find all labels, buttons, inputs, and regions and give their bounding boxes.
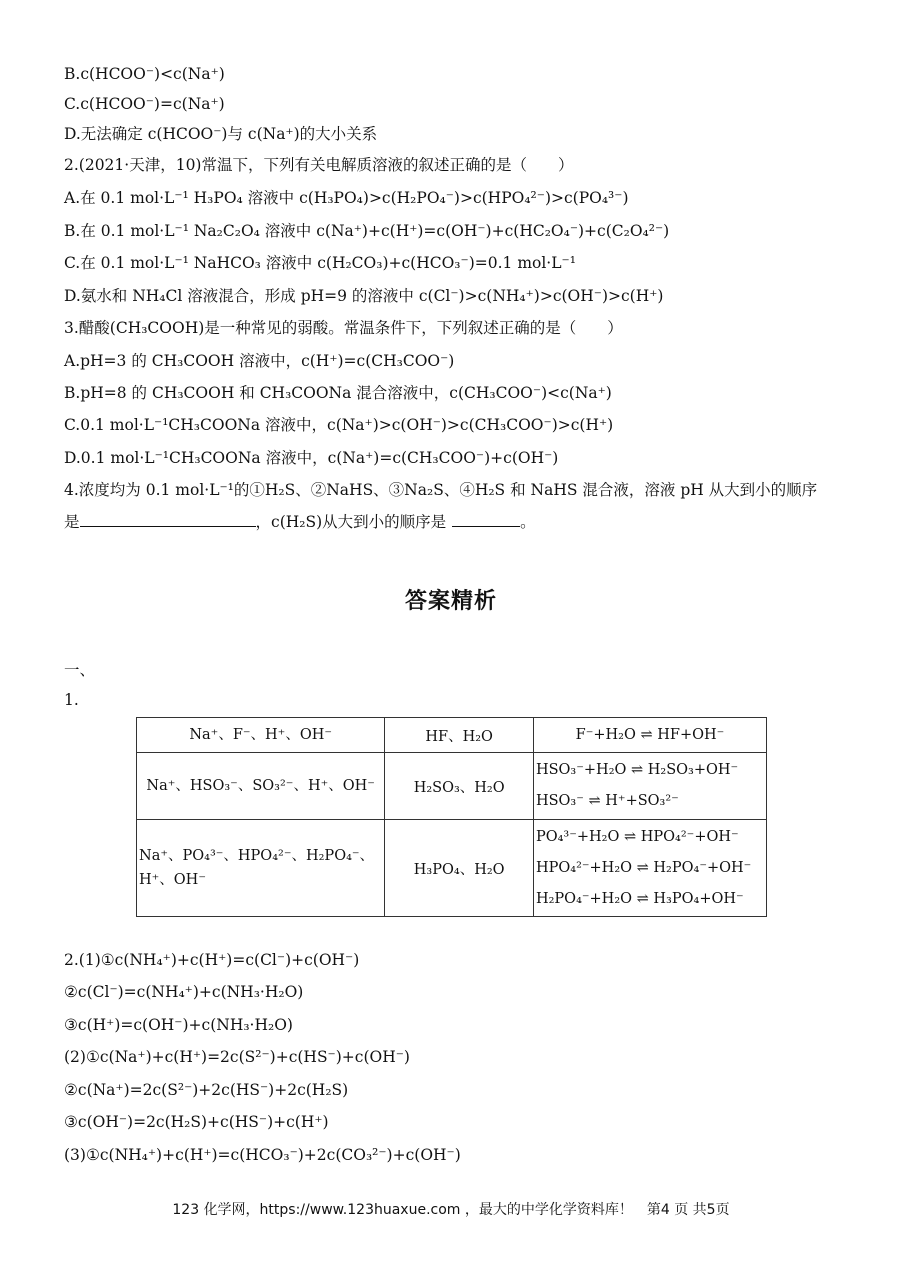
table-cell-ions: Na⁺、PO₄³⁻、HPO₄²⁻、H₂PO₄⁻、 H⁺、OH⁻: [137, 820, 385, 917]
q4-mid: ，c(H₂S)从大到小的顺序是: [255, 513, 447, 531]
table-row: [137, 820, 767, 917]
table-cell-molecules: HF、H₂O: [385, 718, 534, 753]
answer-2-1-1: 2.(1)①c(NH₄⁺)+c(H⁺)=c(Cl⁻)+c(OH⁻): [64, 951, 360, 969]
answer-table: [136, 717, 767, 917]
q1-option-d: D.无法确定 c(HCOO⁻)与 c(Na⁺)的大小关系: [64, 125, 378, 143]
q4-prefix: 是: [64, 513, 80, 531]
table-cell-ions: Na⁺、F⁻、H⁺、OH⁻: [137, 718, 385, 753]
q2-option-b: B.在 0.1 mol·L⁻¹ Na₂C₂O₄ 溶液中 c(Na⁺)+c(H⁺)=c(OH⁻)+c(HC₂O₄⁻)+c(C₂O₄²⁻): [64, 222, 670, 240]
q1-option-c: C.c(HCOO⁻)=c(Na⁺): [64, 95, 225, 113]
answer-2-2-2: ②c(Na⁺)=2c(S²⁻)+2c(HS⁻)+2c(H₂S): [64, 1081, 349, 1099]
section-label: 一、: [64, 661, 96, 679]
table-cell-molecules: H₃PO₄、H₂O: [385, 820, 534, 917]
table-cell-equations: PO₄³⁻+H₂O ⇌ HPO₄²⁻+OH⁻ HPO₄²⁻+H₂O ⇌ H₂PO₄⁻+OH⁻ H₂PO₄⁻+H₂O ⇌ H₃PO₄+OH⁻: [533, 820, 766, 917]
table-cell-equations: F⁻+H₂O ⇌ HF+OH⁻: [533, 718, 766, 753]
q4-end: 。: [520, 513, 536, 531]
table-row: [137, 753, 767, 820]
q3-option-c: C.0.1 mol·L⁻¹CH₃COONa 溶液中，c(Na⁺)>c(OH⁻)>c(CH₃COO⁻)>c(H⁺): [64, 416, 614, 434]
table-cell-molecules: H₂SO₃、H₂O: [385, 753, 534, 820]
q2-option-c: C.在 0.1 mol·L⁻¹ NaHCO₃ 溶液中 c(H₂CO₃)+c(HCO₃⁻)=0.1 mol·L⁻¹: [64, 254, 576, 272]
answer-2-1-3: ③c(H⁺)=c(OH⁻)+c(NH₃·H₂O): [64, 1016, 293, 1034]
q3-option-a: A.pH=3 的 CH₃COOH 溶液中，c(H⁺)=c(CH₃COO⁻): [64, 352, 455, 370]
q2-option-d: D.氨水和 NH₄Cl 溶液混合，形成 pH=9 的溶液中 c(Cl⁻)>c(NH₄⁺)>c(OH⁻)>c(H⁺): [64, 287, 664, 305]
q3-option-b: B.pH=8 的 CH₃COOH 和 CH₃COONa 混合溶液中，c(CH₃COO⁻)<c(Na⁺): [64, 384, 612, 402]
q4-blank-2: [452, 512, 520, 527]
answer-2-1-2: ②c(Cl⁻)=c(NH₄⁺)+c(NH₃·H₂O): [64, 983, 304, 1001]
q2-option-a: A.在 0.1 mol·L⁻¹ H₃PO₄ 溶液中 c(H₃PO₄)>c(H₂PO₄⁻)>c(HPO₄²⁻)>c(PO₄³⁻): [64, 189, 629, 207]
q3-stem: 3.醋酸(CH₃COOH)是一种常见的弱酸。常温条件下，下列叙述正确的是（ ）: [64, 319, 623, 337]
q4-answer-line: [64, 512, 536, 532]
q2-stem: 2.(2021·天津，10)常温下，下列有关电解质溶液的叙述正确的是（ ）: [64, 156, 574, 174]
table-row: [137, 718, 767, 753]
q4-stem: 4.浓度均为 0.1 mol·L⁻¹的①H₂S、②NaHS、③Na₂S、④H₂S 和 NaHS 混合液，溶液 pH 从大到小的顺序: [64, 481, 818, 499]
answer-2-3-1: (3)①c(NH₄⁺)+c(H⁺)=c(HCO₃⁻)+2c(CO₃²⁻)+c(OH⁻): [64, 1146, 461, 1164]
answer-title: 答案精析: [404, 589, 497, 614]
q1-option-b: B.c(HCOO⁻)<c(Na⁺): [64, 65, 225, 83]
table-cell-ions: Na⁺、HSO₃⁻、SO₃²⁻、H⁺、OH⁻: [137, 753, 385, 820]
table-cell-equations: HSO₃⁻+H₂O ⇌ H₂SO₃+OH⁻ HSO₃⁻ ⇌ H⁺+SO₃²⁻: [533, 753, 766, 820]
answer-2-2-3: ③c(OH⁻)=2c(H₂S)+c(HS⁻)+c(H⁺): [64, 1113, 329, 1131]
item1-label: 1.: [64, 691, 79, 709]
answer-2-2-1: (2)①c(Na⁺)+c(H⁺)=2c(S²⁻)+c(HS⁻)+c(OH⁻): [64, 1048, 410, 1066]
q3-option-d: D.0.1 mol·L⁻¹CH₃COONa 溶液中，c(Na⁺)=c(CH₃COO⁻)+c(OH⁻): [64, 449, 559, 467]
q4-blank-1: [80, 512, 256, 527]
page-footer: 123 化学网，https://www.123huaxue.com ，最大的中学化学资料库！ 第4 页 共5页: [172, 1202, 730, 1218]
